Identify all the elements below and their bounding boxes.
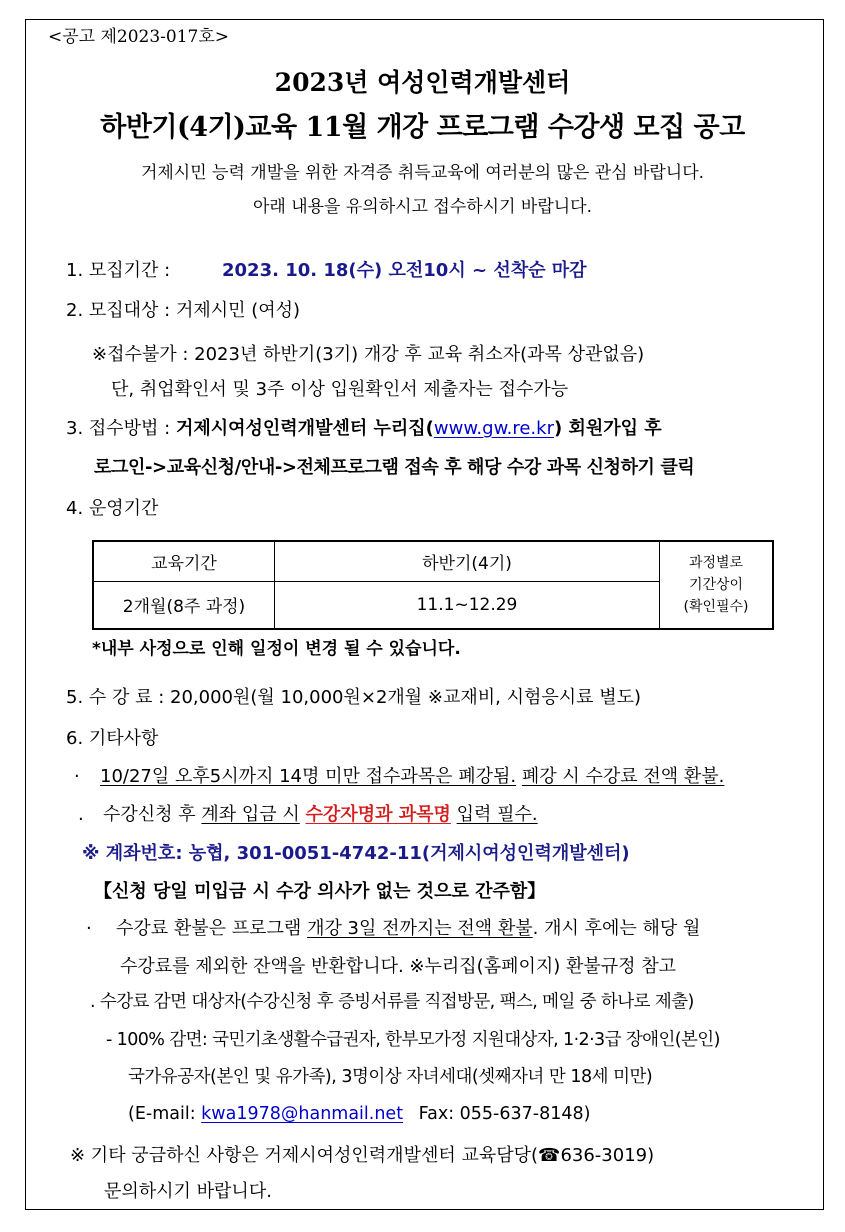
deposit-warning: 【신청 당일 미입금 시 수강 의사가 없는 것으로 간주함】 (94, 881, 546, 902)
contact-email-fax (128, 1106, 590, 1124)
notice-number: <공고 제2023-017호> (48, 27, 230, 47)
refund-marker: · (86, 918, 92, 939)
title-line-1: 2023년 여성인력개발센터 (274, 68, 571, 97)
account-number: ※ 계좌번호: 농협, 301-0051-4742-11(거제시여성인력개발센터) (82, 843, 630, 864)
discount-line: . 수강료 감면 대상자(수강신청 후 증빙서류를 직접방문, 팩스, 메일 중 하나로 제출) (90, 992, 694, 1012)
item-3-bold-2: ) 회원가입 후 (553, 418, 662, 439)
discount-100-line-1: - 100% 감면: 국민기초생활수급권자, 한부모가정 지원대상자, 1·2·3급 장애인(본인) (106, 1030, 720, 1050)
discount-100-line-2: 국가유공자(본인 및 유가족), 3명이상 자녀세대(셋째자녀 만 18세 미만) (128, 1067, 653, 1087)
table-header-term: 하반기(4기) (275, 541, 660, 581)
fax-number: Fax: 055-637-8148) (418, 1104, 591, 1124)
bullet-2-b: 계좌 입금 시 (201, 804, 300, 825)
bullet-2-highlight: 수강자명과 과목명 (305, 804, 451, 825)
website-link[interactable]: www.gw.re.kr (433, 418, 554, 439)
bullet-1-marker: · (74, 766, 80, 787)
item-6-label: 6. 기타사항 (66, 728, 159, 749)
bullet-2 (103, 806, 538, 824)
item-3-label: 3. 접수방법 : (66, 418, 171, 439)
table-note-line-2: 기간상이 (688, 577, 744, 593)
bullet-1 (100, 768, 724, 786)
refund-b: . 개시 후에는 해당 월 (532, 918, 701, 939)
item-3-bold-1: 거제시여성인력개발센터 누리집( (175, 418, 434, 439)
bullet-2-c: 입력 필수. (456, 804, 538, 825)
intro-line-1: 거제시민 능력 개발을 위한 자격증 취득교육에 여러분의 많은 관심 바랍니다. (140, 163, 705, 183)
bullet-1-refund: 폐강 시 수강료 전액 환불. (521, 766, 725, 787)
item-4-label: 4. 운영기간 (66, 498, 159, 519)
item-3-line-2: 로그인->교육신청/안내->전체프로그램 접속 후 해당 수강 과목 신청하기 클릭 (94, 457, 695, 478)
contact-line-2: 문의하시기 바랍니다. (104, 1181, 272, 1202)
schedule-table (92, 540, 774, 630)
email-prefix: (E-mail: (128, 1104, 196, 1124)
item-2-label: 2. 모집대상 : 거제시민 (여성) (66, 300, 301, 321)
refund-line-1 (116, 920, 700, 938)
table-cell-dates: 11.1~12.29 (275, 581, 660, 629)
refund-line-2: 수강료를 제외한 잔액을 반환합니다. ※누리집(홈페이지) 환불규정 참고 (120, 956, 677, 977)
item-1-value: 2023. 10. 18(수) 오전10시 ~ 선착순 마감 (222, 260, 587, 281)
item-1-label: 1. 모집기간 : (66, 260, 171, 281)
table-note (660, 541, 774, 629)
intro-line-2: 아래 내용을 유의하시고 접수하시기 바랍니다. (252, 197, 593, 217)
schedule-footnote: *내부 사정으로 인해 일정이 변경 될 수 있습니다. (92, 639, 461, 659)
item-2-note-1: ※접수불가 : 2023년 하반기(3기) 개강 후 교육 취소자(과목 상관없음) (92, 344, 645, 365)
table-note-line-1: 과정별로 (688, 555, 744, 571)
refund-a: 수강료 환불은 프로그램 (116, 918, 302, 939)
contact-line-1: ※ 기타 궁금하신 사항은 거제시여성인력개발센터 교육담당(☎636-3019) (70, 1145, 655, 1166)
bullet-2-a: 수강신청 후 (103, 804, 196, 825)
table-cell-duration: 2개월(8주 과정) (93, 581, 275, 629)
refund-underlined: 개강 3일 전까지는 전액 환불 (307, 918, 533, 939)
item-3-line-1 (66, 420, 662, 438)
item-5-fee: 5. 수 강 료 : 20,000원(월 10,000원×2개월 ※교재비, 시험응시료 별도) (66, 687, 642, 708)
table-header-period: 교육기간 (93, 541, 275, 581)
bullet-1-closure: 10/27일 오후5시까지 14명 미만 접수과목은 폐강됨. (100, 766, 517, 787)
title-line-2: 하반기(4기)교육 11월 개강 프로그램 수강생 모집 공고 (100, 112, 745, 143)
item-2-note-2: 단, 취업확인서 및 3주 이상 입원확인서 제출자는 접수가능 (111, 379, 569, 400)
email-link[interactable]: kwa1978@hanmail.net (201, 1104, 404, 1124)
table-note-line-3: (확인필수) (683, 599, 749, 615)
bullet-2-marker: . (78, 804, 84, 825)
